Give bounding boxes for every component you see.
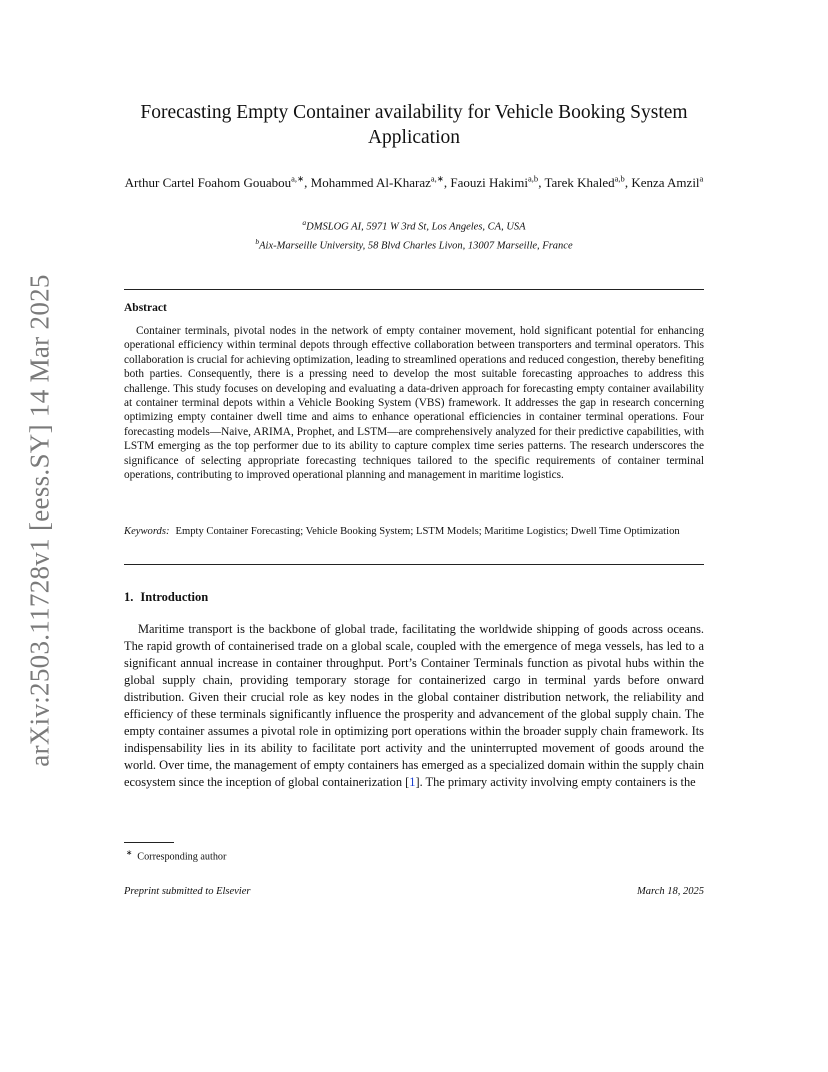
section-number: 1. (124, 590, 134, 604)
author-name: Faouzi Hakimi (450, 175, 529, 191)
affiliation-list (124, 216, 704, 253)
author (311, 175, 451, 190)
footnote-mark: ∗ (126, 848, 133, 857)
arxiv-identifier: arXiv:2503.11728v1 [eess.SY] 14 Mar 2025 (24, 273, 55, 767)
section-heading-introduction (124, 590, 208, 605)
affiliation-mark: b (255, 236, 260, 246)
author-name: Arthur Cartel Foahom Gouabou (124, 175, 292, 191)
paper-title: Forecasting Empty Container availability for Vehicle Booking System Application (140, 102, 688, 148)
abstract-heading: Abstract (124, 302, 167, 314)
author-affil-mark: a,b (614, 174, 625, 184)
footnote (124, 846, 226, 863)
affiliation-mark: a (302, 218, 307, 227)
affiliation-text: DMSLOG AI, 5971 W 3rd St, Los Angeles, CA, USA (306, 221, 526, 233)
author-affil-mark: a (699, 174, 704, 184)
author-separator: , (443, 175, 451, 191)
author-name: Mohammed Al-Kharaz (310, 175, 431, 191)
keywords-label: Keywords: (124, 526, 170, 537)
intro-text: Maritime transport is the backbone of global trade, facilitating the worldwide shipping of goods across oceans. The rapid growth of containerised trade on a global scale, coupled with the emergence of mega vessels, has led to a significant annual increase in container throughput. Port’s Container Terminals function as pivotal hubs within the global supply chain, providing temporary storage for containerized cargo in terminal yards before onward distribution. Given their crucial role as key nodes in the global container distribution network, the reliability and efficiency of these terminals significantly influence the prosperity and advancement of the global supply chain. The empty container assumes a pivotal role in optimizing port operations within the broader supply chain framework. Its indispensability lies in its ability to facilitate port activity and the uninterrupted movement of goods around the world. Over time, the management of empty containers has emerged as a specialized domain within the supply chain ecosystem since the inception of global containerization [ (124, 622, 704, 790)
introduction-paragraph (124, 621, 704, 791)
affiliation-text: Aix-Marseille University, 58 Blvd Charles Livon, 13007 Marseille, France (259, 240, 573, 251)
author-affil-mark: a,∗ (291, 174, 305, 184)
abstract-top-rule (124, 289, 704, 290)
author-separator: , (624, 175, 632, 191)
author-list (124, 171, 704, 191)
author (125, 175, 311, 190)
author (450, 175, 544, 190)
affiliation (124, 235, 704, 254)
author-separator: , (538, 175, 545, 191)
author-affil-mark: a,∗ (430, 174, 444, 184)
keywords-text: Empty Container Forecasting; Vehicle Booking System; LSTM Models; Maritime Logistics; Dwell Time Optimization (175, 526, 680, 537)
author-name: Tarek Khaled (544, 175, 615, 191)
abstract-body: Container terminals, pivotal nodes in the network of empty container movement, hold significant potential for enhancing operational efficiency within terminal depots through effective collaboration between transporters and terminal operators. This collaboration is crucial for achieving optimization, leading to streamlined operations and reduced congestion, thereby benefiting both parties. Consequently, there is a pressing need to develop the most suitable forecasting approaches to address this challenge. This study focuses on developing and evaluating a data-driven approach for forecasting empty container availability at container terminal depots within a Vehicle Booking System (VBS) framework. It addresses the gap in research concerning optimizing empty container dwell time and aims to enhance operational efficiencies in container terminal operations. Four forecasting models—Naive, ARIMA, Prophet, and LSTM—are comprehensively analyzed for their predictive capabilities, with LSTM emerging as the top performer due to its ability to capture complex time series patterns. The research underscores the significance of selecting appropriate forecasting techniques tailored to the specific requirements of container terminal operations, contributing to improved operational planning and management in maritime logistics. (124, 325, 704, 482)
author (631, 175, 703, 190)
author-affil-mark: a,b (528, 174, 539, 184)
keywords (124, 525, 704, 539)
author (544, 175, 631, 190)
affiliation (124, 216, 704, 235)
preprint-note: Preprint submitted to Elsevier (124, 886, 251, 897)
footer-date: March 18, 2025 (637, 886, 704, 897)
abstract-bottom-rule (124, 564, 704, 565)
footnote-rule (124, 842, 174, 843)
citation-link[interactable]: 1 (409, 775, 416, 790)
author-separator: , (304, 175, 311, 191)
arxiv-side-stamp (14, 262, 66, 778)
intro-text-continued: ]. The primary activity involving empty containers is the (415, 775, 696, 790)
footnote-text: Corresponding author (137, 851, 227, 863)
author-name: Kenza Amzil (631, 175, 700, 191)
section-title: Introduction (140, 590, 209, 604)
